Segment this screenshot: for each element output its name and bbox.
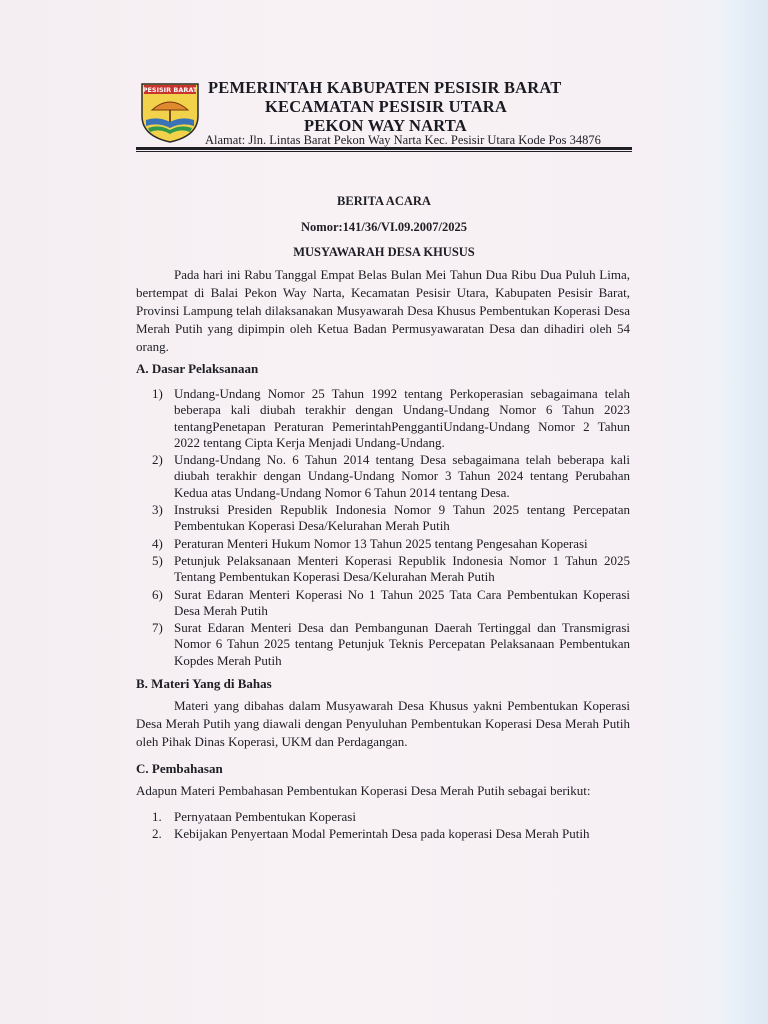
list-item: 4) Peraturan Menteri Hukum Nomor 13 Tahun 2025 tentang Pengesahan Koperasi <box>152 535 588 551</box>
document-number: Nomor:141/36/VI.09.2007/2025 <box>301 220 467 234</box>
list-item: 1. Pernyataan Pembentukan Koperasi <box>152 809 356 824</box>
section-c-intro: Adapun Materi Pembahasan Pembentukan Koperasi Desa Merah Putih sebagai berikut: <box>136 783 591 798</box>
section-a-heading: A. Dasar Pelaksanaan <box>136 361 259 376</box>
list-item: 2) Undang-Undang No. 6 Tahun 2014 tentang Desa sebagaimana telah beberapa kali diubah terakhir dengan Undang-Undang Nomor 3 Tahun 2024 tentang Perubahan Kedua atas Undang-Undang Nomor 6 Tahun 2014 tentang Desa. <box>152 452 630 500</box>
letterhead-government: PEMERINTAH KABUPATEN PESISIR BARAT <box>208 78 562 97</box>
list-item: 3) Instruksi Presiden Republik Indonesia Nomor 9 Tahun 2025 tentang Percepatan Pembentukan Koperasi Desa/Kelurahan Merah Putih <box>152 502 630 534</box>
document-type: BERITA ACARA <box>337 194 431 208</box>
emblem-label: PESISIR BARAT <box>142 86 198 94</box>
section-b-paragraph: Materi yang dibahas dalam Musyawarah Desa Khusus yakni Pembentukan Koperasi Desa Merah Putih yang diawali dengan Penyuluhan Pembentukan Koperasi Desa Merah Putih oleh Pihak Dinas Koperasi, UKM dan Perdagangan. <box>136 698 630 749</box>
list-item: 1) Undang-Undang Nomor 25 Tahun 1992 tentang Perkoperasian sebagaimana telah beberapa kali diubah terakhir dengan Undang-Undang Nomor 6 Tahun 2023 tentangPenetapan Peraturan PemerintahPenggantiUndang-Undang Nomor 2 Tahun 2022 tentang Cipta Kerja Menjadi Undang-Undang. <box>152 386 630 450</box>
scan-edge <box>718 0 768 1024</box>
list-item: 6) Surat Edaran Menteri Koperasi No 1 Tahun 2025 Tata Cara Pembentukan Koperasi Desa Merah Putih <box>152 586 630 618</box>
intro-paragraph: Pada hari ini Rabu Tanggal Empat Belas Bulan Mei Tahun Dua Ribu Dua Puluh Lima, bertempat di Balai Pekon Way Narta, Kecamatan Pesisir Utara, Kabupaten Pesisir Barat, Provinsi Lampung telah dilaksanakan Musyawarah Desa Khusus Pembentukan Koperasi Desa Merah Putih yang dipimpin oleh Ketua Badan Permusyawaratan Desa dan dihadiri oleh 54 orang. <box>136 267 630 354</box>
section-c-heading: C. Pembahasan <box>136 761 223 776</box>
letterhead-village: PEKON WAY NARTA <box>304 116 467 135</box>
section-a-list <box>152 386 630 670</box>
section-b-heading: B. Materi Yang di Bahas <box>136 676 272 691</box>
list-item: 5) Petunjuk Pelaksanaan Menteri Koperasi Republik Indonesia Nomor 1 Tahun 2025 Tentang Pembentukan Koperasi Desa/Kelurahan Merah Putih <box>152 552 630 585</box>
document-subject: MUSYAWARAH DESA KHUSUS <box>293 245 475 259</box>
section-c-list <box>152 808 630 842</box>
pesisir-barat-emblem-icon <box>138 80 202 144</box>
list-item: 7) Surat Edaran Menteri Desa dan Pembangunan Daerah Tertinggal dan Transmigrasi Nomor 6 Tahun 2025 tentang Petunjuk Teknis Percepatan Pelaksanaan Pembentukan Kopdes Merah Putih <box>152 620 630 668</box>
letterhead-rule-thin <box>136 151 632 152</box>
list-item: 2. Kebijakan Penyertaan Modal Pemerintah Desa pada koperasi Desa Merah Putih <box>152 826 590 841</box>
letterhead-rule-thick <box>136 147 632 150</box>
letterhead-district: KECAMATAN PESISIR UTARA <box>265 97 508 116</box>
letterhead-address: Alamat: Jln. Lintas Barat Pekon Way Narta Kec. Pesisir Utara Kode Pos 34876 <box>205 133 601 147</box>
